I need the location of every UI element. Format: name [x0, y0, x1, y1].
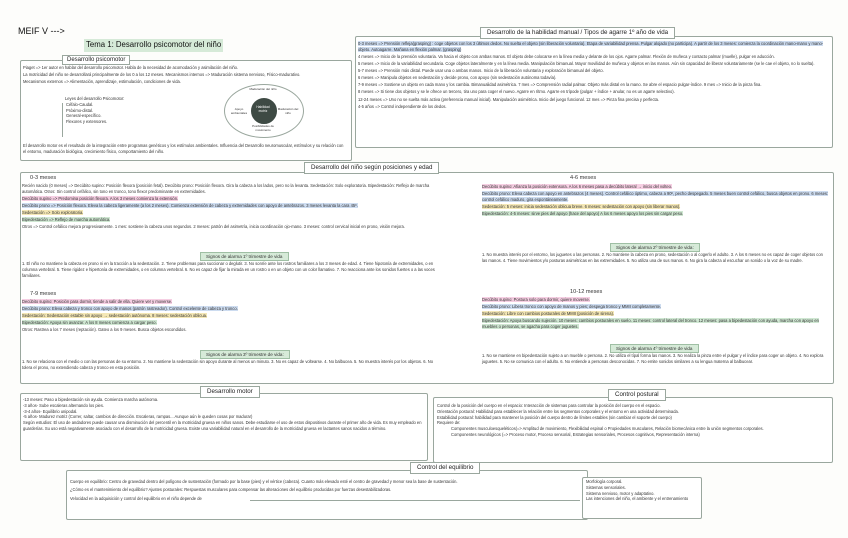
leyes-bracket	[62, 103, 63, 137]
m46-text	[482, 184, 829, 218]
manual-line: 5 meses => Inicio de la variabilidad secundaria. Coge objetos lateralmente y en la línea media. Manipulación bimanual. Mayor movilidad de muñeca y objetos en las manos. Aún sin capacidad de liberar voluntariamente (se le cae el objeto, no lo suelta).	[358, 61, 815, 67]
leyes-item: General-específico.	[66, 113, 102, 119]
manual-line: 7-9 meses => Sostiene un objeto en cada mano y los cambia. Bimanualidad asimétrica. 7 mes => Comprensión radial palmar. Objeto más distal en la mano. Se abre el espacio pulgar-índice. 9 mes => Inicio de la pinza fina.	[358, 82, 762, 88]
postural-line: Estabilidad postural: habilidad para mantener la posición del cuerpo dentro de límites estables (sin cambiar el soporte del cuerpo)	[437, 414, 672, 420]
m1012-line: Sedestación: Libre con cambios posturales de MMII (posición de sirena).	[482, 311, 614, 317]
diagram-left-label: Apoyo ambientales	[230, 107, 248, 116]
manual-line: 0-3 meses => Prensión refleja(grasping) : coge objetos con los 3 últimos dedos. No suelta el objeto (sin liberación voluntaria). Etapa de variabilidad prensa. Pulgar alojado (no participa). A partir de los 3 meses: comienza la coordinación mano-mano y mano-objeto. Autoagarre. Mañana en flexión palmar. (grasping)	[358, 41, 824, 52]
main-title: Tema 1: Desarrollo psicomotor del niño	[84, 39, 223, 52]
diagram-right-label: Maduración del niño	[277, 107, 299, 116]
factor-item: Las intenciones del niño, el ambiente y el entrenamiento	[586, 496, 689, 502]
manual-line: 8 meses => Si tiene dos objetos y se le ofrece un tercero, tira uno para coger el nuevo. Agarre en rítmo. Agarre en trípode (pulgar + índice + anular, no es un agarre selectivo).	[358, 89, 675, 95]
psicomotor-p4: El desarrollo motor es el resultado de la integración entre programas genéticos y los estímulos ambientales. Influencia del Desarrollo neuromuscular, estímulos y su relación con el entorno, maduración biológica, crecimiento físico, comportamiento del niño.	[23, 143, 344, 154]
m79-alarm: 1. No se relaciona con el medio o con las personas de su entorno. 2. No mantiene la sedestación sin apoyo durante al menos un minuto. 3. No es capaz de voltearse. 4. No balbucea. 5. No muestra interés por los objetos. 6. No tolera el prono, no extendiendo cabeza y tronco en esta posición.	[22, 359, 433, 370]
motor-title: Desarrollo motor	[200, 386, 260, 398]
m03-title: 0-3 meses	[30, 175, 57, 181]
manual-line: 4 meses => Inicio de la prensión voluntaria. Va hacia el objeto con ambas manos. El objeto debe colocarse en la línea media y delante de los ojos. Agarre palmar. Flexión de muñeca y contacto palmar (muelle), pulgar en aducción.	[358, 53, 775, 59]
m46-alarm: 1. No muestra interés por el entorno, los juguetes o las personas. 2. No mantiene la cabeza en prono, sedestación o al cogerlo el adulto. 3. A los 6 meses no es capaz de coger objetos con las manos. 4. Tiene movimientos y/o posturas asimétricas en las extremidades. 5. No utiliza una de sus manos. 6. No gira la cabeza al escuchar un sonido o la voz de su madre.	[482, 252, 823, 263]
m03-line: Sedestación => Solo exploratoria.	[22, 210, 84, 216]
m79-line: Decúbito prono: Eleva cabeza y tronco con apoyo de manos (patrón rastreador). Control excelente de cabeza y tronco.	[22, 306, 238, 312]
m79-text	[22, 299, 440, 335]
leyes-block	[40, 96, 140, 125]
m03-line: Decúbito supino => Predomina posición flexora. A los 3 meses comienza la extensión.	[22, 195, 179, 201]
manual-line: 5-7 meses => Prensión más distal. Puede usar una o ambas manos. Inicio de la liberación voluntaria y exploración bimanual del objeto.	[358, 68, 604, 74]
manual-line: 12-24 meses => Uno no se suelta más activa (preferencia manual inicial). Manipulación asimétrica. Inicio del juego funcional. 12 mes => Pinza fina precisa y perfecta.	[358, 96, 660, 102]
diagram-top-label: Maduración del niño	[249, 87, 277, 91]
m46-title: 4-6 meses	[570, 175, 597, 181]
m03-line: Recién nacido (0 meses) => Decúbito supino: Posición flexora (posición fetal). Decúbito prono: Posición flexora. Gira la cabeza a los lados, pero no la levanta. Sedestación: Solo exploratoria. Bipedestación: Reflejo de marcha automática. Otros: Sin control cefálico, sin tono en tronco, tono flexor predominante en extremidades.	[22, 183, 430, 194]
psicomotor-text	[23, 65, 347, 86]
postural-line: Orientación postural: Habilidad para establecer la relación entre los segmentos corporales y el entorno en una actividad determinada.	[437, 408, 679, 414]
posiciones-title: Desarrollo del niño según posiciones y edad	[304, 162, 439, 174]
manual-title: Desarrollo de la habilidad manual / Tipos de agarre 1º año de vida	[480, 27, 675, 39]
m03-line: Decúbito prono => Posición flexora. Eleva la cabeza ligeramente (a los 2 meses). Comienza extensión de cabeza y extremidades con apoyo de antebrazos. 3 meses levanta la cara 45º.	[22, 203, 358, 209]
m79-title: 7-9 meses	[30, 291, 57, 297]
motor-text	[23, 397, 423, 432]
m1012-line: Decúbito supino: Postura solo para dormir, quiere moverse.	[482, 297, 590, 302]
m79-alarm-title: Signos de alarma 3º trimestre de vida:	[200, 350, 290, 359]
diagram-bottom-label: Posibilidades de movimiento	[252, 124, 274, 133]
postural-req: Componentes neurológicos (=> Proceso motor, Proceso sensorial, Estrategias sensoriales, Procesos cognitivos, Representación interna)	[451, 432, 700, 438]
psicomotor-p3: Mecanismos externos => Alimentación, aprendizaje, estimulación, condiciones de vida.	[23, 79, 181, 85]
motor-line: Según estudios: El uso de andadores puede causar una disminución del percentil en la motricidad gruesa en niños sanos. Debe estudiarse el uso de estos dispositivos durante el primer año de vida. Es muy empleado en guarderías. Su uso está negativamente asociado con el desarrollo de la motricidad gruesa. Existe una variabilidad natural en el desarrollo de la motricidad gruesa en lactantes sanos nacidos a término.	[23, 420, 422, 432]
m1012-line: Decúbito prono: Libera tronco con apoyo de manos y pies; despega tronco y MMII completamente.	[482, 304, 662, 310]
m03-alarm: 1. El niño no mantiene la cabeza en prono ni en la tracción a la sedestación. 2. Tiene problemas para succionar o deglutir. 3. No sonríe ante los rostros familiares a los 3 meses de edad. 4. Tiene hipotonía de extremidades, o en columna vertebral. 5. Tiene rigidez e hipertonía de extremidades, o en columna vertebral. 6. No es capaz de fijar la mirada en un rostro o en un objeto con un color llamativo. 7. No reacciona ante los sonidos fuertes o a las voces familiares.	[22, 261, 435, 278]
equilibrio-title: Control del equilibrio	[410, 462, 480, 474]
equilibrio-line: Velocidad en la adquisición y control del equilibrio en el niño depende de	[70, 495, 202, 501]
m03-line: Bipedestación => Reflejo de marcha automática.	[22, 217, 111, 223]
equilibrio-line: Cuerpo en equilibrio: Centro de gravedad dentro del polígono de sustentación (formado por la base (pies) y el vértice (cabeza). Cuanto más elevado esté el centro de gravedad y menor sea la base de sustentación.	[70, 479, 458, 484]
postural-text	[437, 403, 827, 438]
m03-line: Otros => Control cefálico mejora progresivamente. 1 mes: sostiene la cabeza unos segundos. 2 meses: patrón del asimetría, inicia coordinación ojo-mano. 3 meses: control cervical inicial en prono, visión mejora.	[22, 224, 405, 230]
m1012-alarm: 1. No se mantiene en bipedestación sujeto a un mueble o persona. 2. No utiliza el típal forma las manos. 3. No realiza la pinza entre el pulgar y el índice para coger un objeto. 4. No explora juguetes. 5. No se comunica con el adulto. 6. No entiende a personas desconocidas. 7. No emite sonidos similares a su lengua materna al balbucear.	[482, 353, 824, 364]
equilibrio-line: ¿Cómo es el mantenimiento del equilibrio? Ajustes posturales: Respuestas musculares para compensar las alteraciones del equilibrio producidas por fuerzas desestabilizadoras.	[70, 486, 392, 492]
motor-line: -13 meses: Paso a bipedestación sin ayuda. Comienza marcha autónoma.	[23, 397, 159, 402]
m79-line: Bipedestación: Apoya sin avanzar. A los 8 meses comienza a cargar peso.	[22, 320, 157, 326]
m46-line: Sedestación: 5 meses: inicia sedestación oblicua breve. 6 meses: sedestación con apoyo (sin liberar manos).	[482, 204, 681, 210]
leyes-item: Próximo-distal.	[66, 107, 94, 113]
m79-line: Otros: Rastrea a los 7 meses (reptación). Gateo a los 9 meses. Busca objetos escondidos.	[22, 327, 187, 333]
m46-line: Decúbito prono: Eleva cabeza con apoyo en antebrazos (4 meses). Control cefálico óptimo, cabeza a 90º, pecho despegado. 5 meses buen control cefálico, busca objetos en prono. 6 meses: control cefálico maduro, gira espontáneamente.	[482, 191, 829, 202]
factors-list	[586, 479, 698, 502]
psicomotor-p1: Piaget => 1er autor en hablar del desarrollo psicomotor. Habla de la necesidad de acomodación y asimilación del niño.	[23, 65, 239, 70]
manual-line: 4-5 años => Control independiente de los dedos.	[358, 103, 447, 109]
m1012-title: 10-12 meses	[570, 289, 603, 295]
leyes-item: Flexores y extensores.	[66, 119, 108, 125]
equilibrio-text	[70, 479, 582, 501]
psicomotor-p2: La motricidad del niño se desarrollará principalmente de los 0 a los 12 meses. Mecanismos internos => Maduración sistema nervioso, Físico-madurativo.	[23, 72, 301, 78]
m1012-alarm-title: Signos de alarma 4º trimestre de vida	[610, 344, 699, 353]
postural-req: Componentes musculoesqueléticos(=> Amplitud de movimiento, Flexibilidad espinal o Propiedades musculares, Relación biomecánica entre la unión segmentos corporales.	[451, 426, 764, 432]
m1012-line: Bipedestación: Apoya buscando sujeción. 10 meses: cambios posturales en suelo. 11 meses: control lateral del tronco. 12 meses: pasa a bipedestación con ayuda, marcha con apoyo en muebles o personas, se agacha para coger juguetes.	[482, 318, 819, 330]
m46-line: Decúbito supino: Afianza la posición extensora. A los 6 meses pasa a decúbito lateral → inicio del volteo.	[482, 184, 673, 189]
manual-text	[358, 41, 828, 111]
leyes-title: Leyes del desarrollo Psicomotor:	[65, 96, 125, 101]
factor-item: Sistema nervioso, motor y adaptativo.	[586, 490, 655, 496]
motor-line: -3-4 años- Equilibrio unipodal.	[23, 408, 78, 414]
m03-alarm-title: Signos de alarma 1º trimestre de vida	[200, 252, 289, 261]
factor-item: Morfología corporal.	[586, 479, 623, 484]
diagram-center-label: Habilidad motriz	[256, 105, 270, 113]
m1012-text	[482, 297, 829, 331]
m79-line: Decúbito supino: Posición para dormir, tiende a salir de ella. Quiere ver y moverse.	[22, 299, 173, 304]
page-label: MEIF V --->	[18, 26, 65, 36]
m46-line: Bipedestación: 4-5 meses: sirve pies del apoyo (hace del apoyo) A los 6 meses apoyo los pies sin cargar peso.	[482, 211, 684, 217]
factor-item: Sistemas sensoriales.	[586, 484, 626, 490]
psicomotor-title: Desarrollo psicomotor	[62, 55, 130, 65]
m79-line: Sedestación: Sedestación estable sin apoyo → sedestación autónoma. 8 meses: sedestación oblicua.	[22, 313, 208, 319]
postural-title: Control postural	[608, 389, 666, 401]
m03-text	[22, 183, 440, 231]
leyes-item: Céfalo-Caudal.	[66, 101, 94, 107]
motor-line: -3 años- Sube escaleras alternando los pies.	[23, 402, 105, 408]
m46-alarm-title: Signos de alarma 2º trimestre de vida:	[610, 243, 700, 252]
equilibrio-connector	[250, 500, 580, 501]
manual-line: 6 meses => Manipula objetos en sedestación y decide prono, con apoyo (sin sedestación autónoma todavía).	[358, 75, 557, 81]
postural-line: Requiere de:	[437, 420, 461, 426]
postural-line: Control de la posición del cuerpo en el espacio: Interacción de sistemas para controlar la posición del cuerpo en el espacio.	[437, 403, 661, 408]
motor-line: -5 años- Madurez motriz (Correr, saltar, cambios de dirección. Escaleras, rampas... Aunque aún le queden cosas por madurar)	[23, 414, 253, 420]
